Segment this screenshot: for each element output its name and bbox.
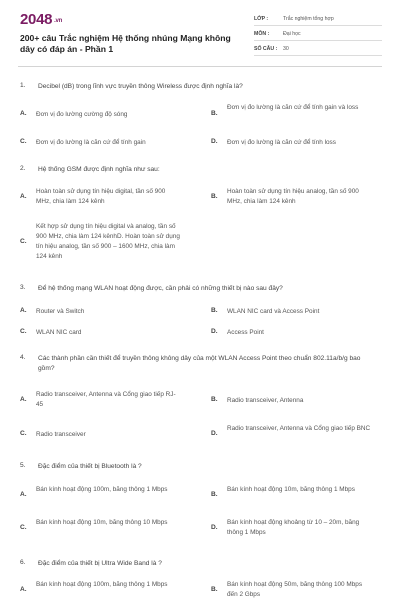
option-letter: A. [20, 307, 27, 314]
question-text: Các thành phần cần thiết để truyền thông không dây của một WLAN Access Point theo chuẩn 802.11a/b/g bao gồm? [38, 355, 361, 372]
meta-count-row [254, 43, 382, 56]
option-letter: B. [211, 396, 218, 403]
option-letter: B. [211, 491, 218, 498]
option-text: Bán kính hoạt động khoảng từ 10 – 20m, băng thông 1 Mbps [227, 519, 360, 536]
question-text: Hệ thống GSM được định nghĩa như sau: [38, 166, 160, 173]
option-text: WLAN NIC card [36, 329, 82, 336]
question-text: Đặc điểm của thiết bị Bluetooth là ? [38, 463, 142, 470]
question-number: 4. [20, 354, 26, 361]
meta-label: SỐ CÂU : [254, 46, 278, 52]
site-logo[interactable]: 2048 .vn [20, 11, 62, 28]
meta-value: 30 [283, 46, 289, 52]
option-letter: A. [20, 110, 27, 117]
option-text: Hoàn toàn sử dụng tín hiệu analog, tần số 900 MHz, chia làm 124 kênh [227, 188, 359, 205]
option-letter: A. [20, 396, 27, 403]
option-text: Radio transceiver, Antenna và Cổng giao tiếp RJ-45 [36, 391, 176, 408]
document-title: 200+ câu Trắc nghiệm Hệ thống nhúng Mạng không dây có đáp án - Phần 1 [20, 33, 231, 54]
question-number: 5. [20, 462, 26, 469]
document-header [0, 0, 400, 70]
option-letter: C. [20, 328, 27, 335]
option-letter: C. [20, 238, 27, 245]
meta-label: LỚP : [254, 16, 269, 22]
option-letter: C. [20, 524, 27, 531]
option-letter: A. [20, 193, 27, 200]
site-logo-tld: .vn [54, 18, 62, 24]
question-text: Đặc điểm của thiết bị Ultra Wide Band là ? [38, 560, 162, 567]
question-text: Decibel (dB) trong lĩnh vực truyền thông Wireless được định nghĩa là? [38, 83, 243, 90]
option-text: Access Point [227, 329, 264, 336]
question-number: 1. [20, 82, 26, 89]
meta-subject-row [254, 28, 382, 41]
option-text: Đơn vị đo lường là căn cứ để tính gain và loss [227, 104, 359, 111]
option-letter: B. [211, 110, 218, 117]
option-text: Hoàn toàn sử dụng tín hiệu digital, tần số 900 MHz, chia làm 124 kênh [36, 188, 166, 205]
option-letter: A. [20, 586, 27, 593]
meta-label: MÔN : [254, 31, 270, 37]
question-number: 2. [20, 165, 26, 172]
option-letter: C. [20, 430, 27, 437]
option-letter: B. [211, 307, 218, 314]
option-text: Router và Switch [36, 308, 85, 315]
option-letter: B. [211, 586, 218, 593]
option-text: Radio transceiver, Antenna [227, 397, 304, 404]
question-text: Để hệ thống mạng WLAN hoạt động được, cần phải có những thiết bị nào sau đây? [38, 285, 283, 292]
option-text: Đơn vị đo lường là căn cứ để tính gain [36, 139, 146, 146]
option-letter: C. [20, 138, 27, 145]
option-letter: D. [211, 430, 218, 437]
meta-value: Trắc nghiệm tổng hợp [283, 16, 334, 22]
meta-value: Đại học [283, 31, 301, 37]
question-number: 3. [20, 284, 26, 291]
option-text: Đơn vị đo lường cường độ sóng [36, 111, 128, 118]
option-letter: D. [211, 524, 218, 531]
option-text: Bán kính hoạt động 100m, băng thông 1 Mbps [36, 581, 168, 588]
option-text: Bán kính hoạt động 10m, băng thông 1 Mbps [227, 486, 355, 493]
question-number: 6. [20, 559, 26, 566]
option-letter: B. [211, 193, 218, 200]
option-letter: D. [211, 138, 218, 145]
option-text: Bán kính hoạt động 50m, băng thông 100 Mbps đến 2 Gbps [227, 581, 363, 598]
option-text: Radio transceiver, Antenna và Cổng giao tiếp BNC [227, 425, 371, 432]
option-text: Radio transceiver [36, 431, 86, 438]
option-text: Đơn vị đo lường là căn cứ để tính loss [227, 139, 336, 146]
option-letter: A. [20, 491, 27, 498]
meta-class-row [254, 13, 382, 26]
option-text: Bán kính hoạt động 100m, băng thông 1 Mbps [36, 486, 168, 493]
option-text: WLAN NIC card và Access Point [227, 308, 320, 315]
header-divider [18, 66, 382, 67]
option-text: Bán kính hoạt động 10m, băng thông 10 Mbps [36, 519, 168, 526]
option-text: Kết hợp sử dụng tín hiệu digital và analog, tần số 900 MHz, chia làm 124 kênhD. Hoàn toàn sử dụng tín hiệu analog, tần số 900 – 1600 MHz, chia làm 124 kênh [36, 223, 180, 260]
option-letter: D. [211, 328, 218, 335]
